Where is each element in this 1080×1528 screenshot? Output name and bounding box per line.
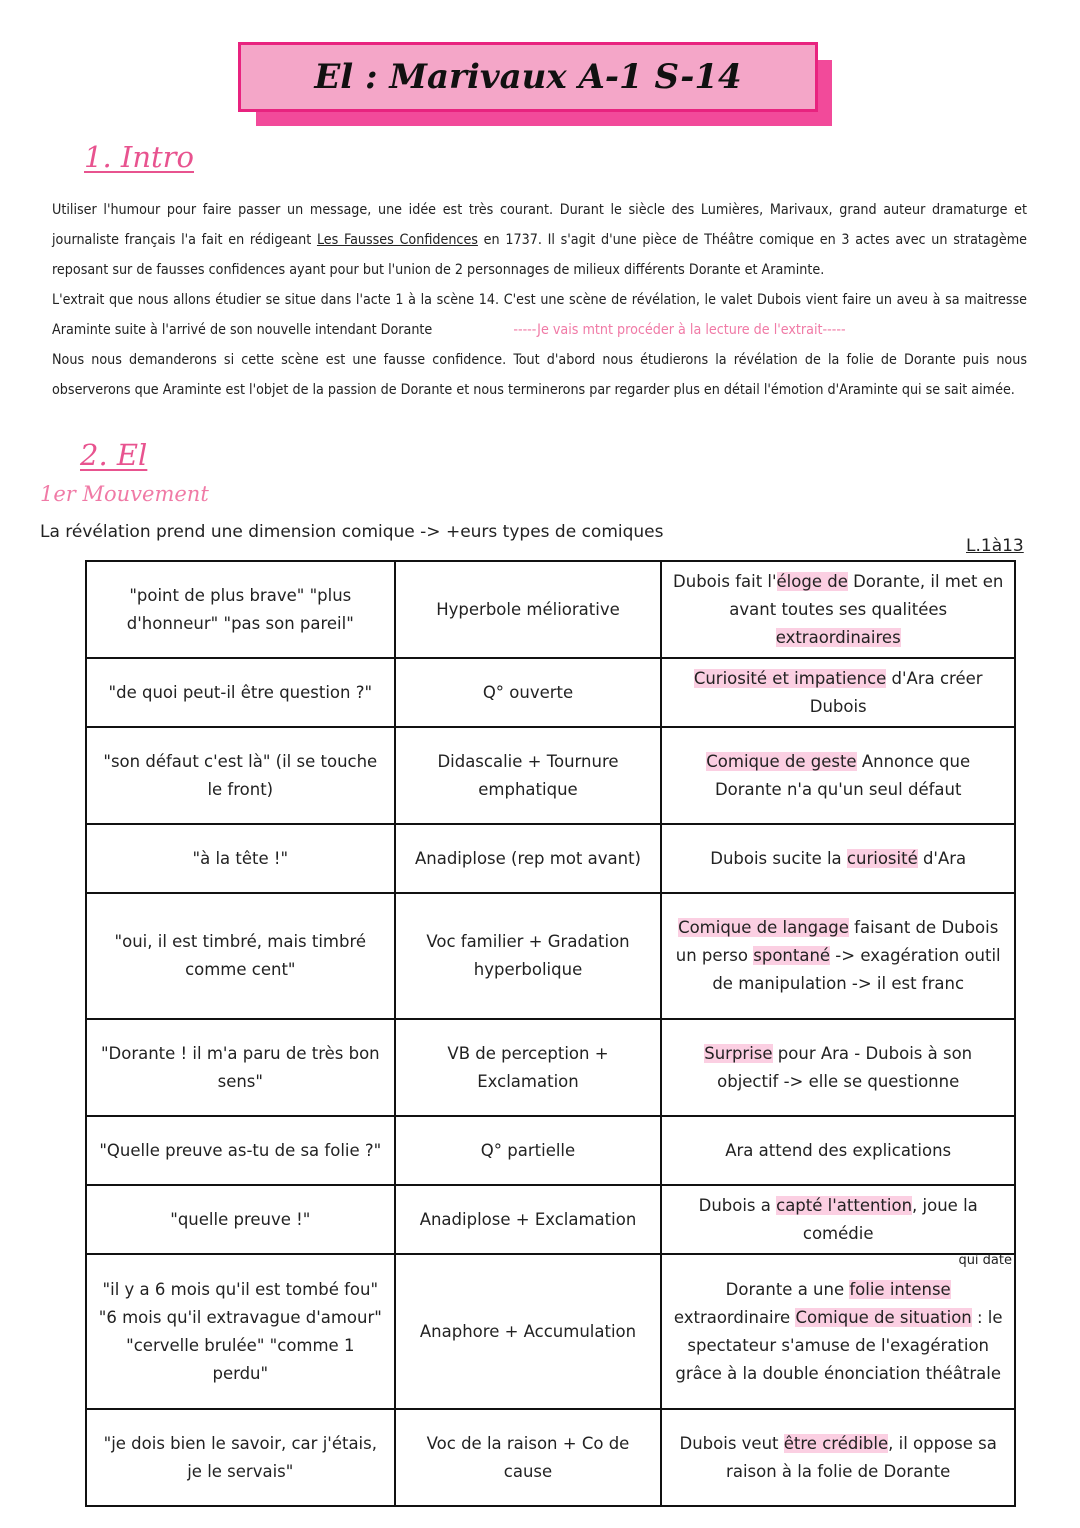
intro-paragraph-3: Nous nous demanderons si cette scène est une fausse confidence. Tout d'abord nous étudierons la révélation de la folie de Dorante puis nous observerons que Araminte est l'objet de la passion de Dorante et nous terminerons par regarder plus en détail l'émotion d'Araminte qui se sait aimée.: [52, 352, 1027, 398]
quote-cell: "il y a 6 mois qu'il est tombé fou" "6 mois qu'il extravague d'amour" "cervelle brulée" "comme 1 perdu": [86, 1254, 395, 1409]
device-cell: Voc familier + Gradation hyperbolique: [395, 893, 662, 1019]
analysis-cell: Dubois veut être crédible, il oppose sa raison à la folie de Dorante: [661, 1409, 1015, 1506]
quote-cell: "point de plus brave" "plus d'honneur" "pas son pareil": [86, 561, 395, 658]
section-subtitle: La révélation prend une dimension comique -> +eurs types de comiques: [40, 522, 664, 542]
intro-heading: 1. Intro: [84, 140, 194, 174]
quote-cell: "oui, il est timbré, mais timbré comme cent": [86, 893, 395, 1019]
device-cell: Anaphore + Accumulation: [395, 1254, 662, 1409]
analysis-cell: Comique de langage faisant de Dubois un perso spontané -> exagération outil de manipulation -> il est franc: [661, 893, 1015, 1019]
table-row: [86, 824, 1015, 893]
device-cell: Anadiplose (rep mot avant): [395, 824, 662, 893]
quote-cell: "Dorante ! il m'a paru de très bon sens": [86, 1019, 395, 1116]
el-heading: 2. El: [80, 438, 148, 472]
analysis-cell: Surprise pour Ara - Dubois à son objectif -> elle se questionne: [661, 1019, 1015, 1116]
table-row: [86, 1409, 1015, 1506]
analysis-cell: Dubois a capté l'attention, joue la comédie: [661, 1185, 1015, 1254]
lines-reference: L.1à13: [966, 536, 1024, 556]
analysis-table: [85, 560, 1016, 1507]
quote-cell: "de quoi peut-il être question ?": [86, 658, 395, 727]
analysis-cell: Dubois sucite la curiosité d'Ara: [661, 824, 1015, 893]
intro-text: [52, 195, 1027, 405]
device-cell: Hyperbole méliorative: [395, 561, 662, 658]
analysis-cell: Curiosité et impatience d'Ara créer Dubois: [661, 658, 1015, 727]
device-cell: Q° ouverte: [395, 658, 662, 727]
table-row: [86, 1116, 1015, 1185]
table-row: [86, 1254, 1015, 1409]
table-row: [86, 893, 1015, 1019]
device-cell: VB de perception + Exclamation: [395, 1019, 662, 1116]
device-cell: Q° partielle: [395, 1116, 662, 1185]
intro-paragraph-2: L'extrait que nous allons étudier se situe dans l'acte 1 à la scène 14. C'est une scène de révélation, le valet Dubois vient faire un aveu à sa maitresse Araminte suite à l'arrivé de son nouvelle intendant Dorante -----Je vais mtnt procéder à la lecture de l'extrait-----: [52, 292, 1027, 338]
analysis-cell: Comique de geste Annonce que Dorante n'a qu'un seul défaut: [661, 727, 1015, 824]
movement-heading: 1er Mouvement: [40, 482, 209, 506]
page-title: El : Marivaux A-1 S-14: [314, 57, 742, 97]
work-title: Les Fausses Confidences: [316, 232, 478, 248]
analysis-cell: Dubois fait l'éloge de Dorante, il met en avant toutes ses qualitées extraordinaires: [661, 561, 1015, 658]
table-row: [86, 561, 1015, 658]
table-row: [86, 1019, 1015, 1116]
analysis-cell: Ara attend des explications: [661, 1116, 1015, 1185]
title-box: [238, 42, 818, 112]
intro-paragraph-1: Utiliser l'humour pour faire passer un message, une idée est très courant. Durant le siècle des Lumières, Marivaux, grand auteur dramaturge et journaliste français l'a fait en rédigeant Les Fausses Confidences en 1737. Il s'agit d'une pièce de Théâtre comique en 3 actes avec un stratagème reposant sur de fausses confidences ayant pour but l'union de 2 personnages de milieux différents Dorante et Araminte.: [52, 202, 1027, 278]
device-cell: Anadiplose + Exclamation: [395, 1185, 662, 1254]
reading-note: -----Je vais mtnt procéder à la lecture de l'extrait-----: [513, 322, 846, 338]
analysis-cell: qui date Dorante a une folie intense extraordinaire Comique de situation : le spectateur s'amuse de l'exagération grâce à la double énonciation théâtrale: [661, 1254, 1015, 1409]
quote-cell: "quelle preuve !": [86, 1185, 395, 1254]
table-row: [86, 727, 1015, 824]
table-row: [86, 658, 1015, 727]
device-cell: Didascalie + Tournure emphatique: [395, 727, 662, 824]
quote-cell: "Quelle preuve as-tu de sa folie ?": [86, 1116, 395, 1185]
quote-cell: "à la tête !": [86, 824, 395, 893]
quote-cell: "son défaut c'est là" (il se touche le front): [86, 727, 395, 824]
quote-cell: "je dois bien le savoir, car j'étais, je le servais": [86, 1409, 395, 1506]
device-cell: Voc de la raison + Co de cause: [395, 1409, 662, 1506]
table-row: [86, 1185, 1015, 1254]
margin-note: qui date: [958, 1253, 1012, 1268]
